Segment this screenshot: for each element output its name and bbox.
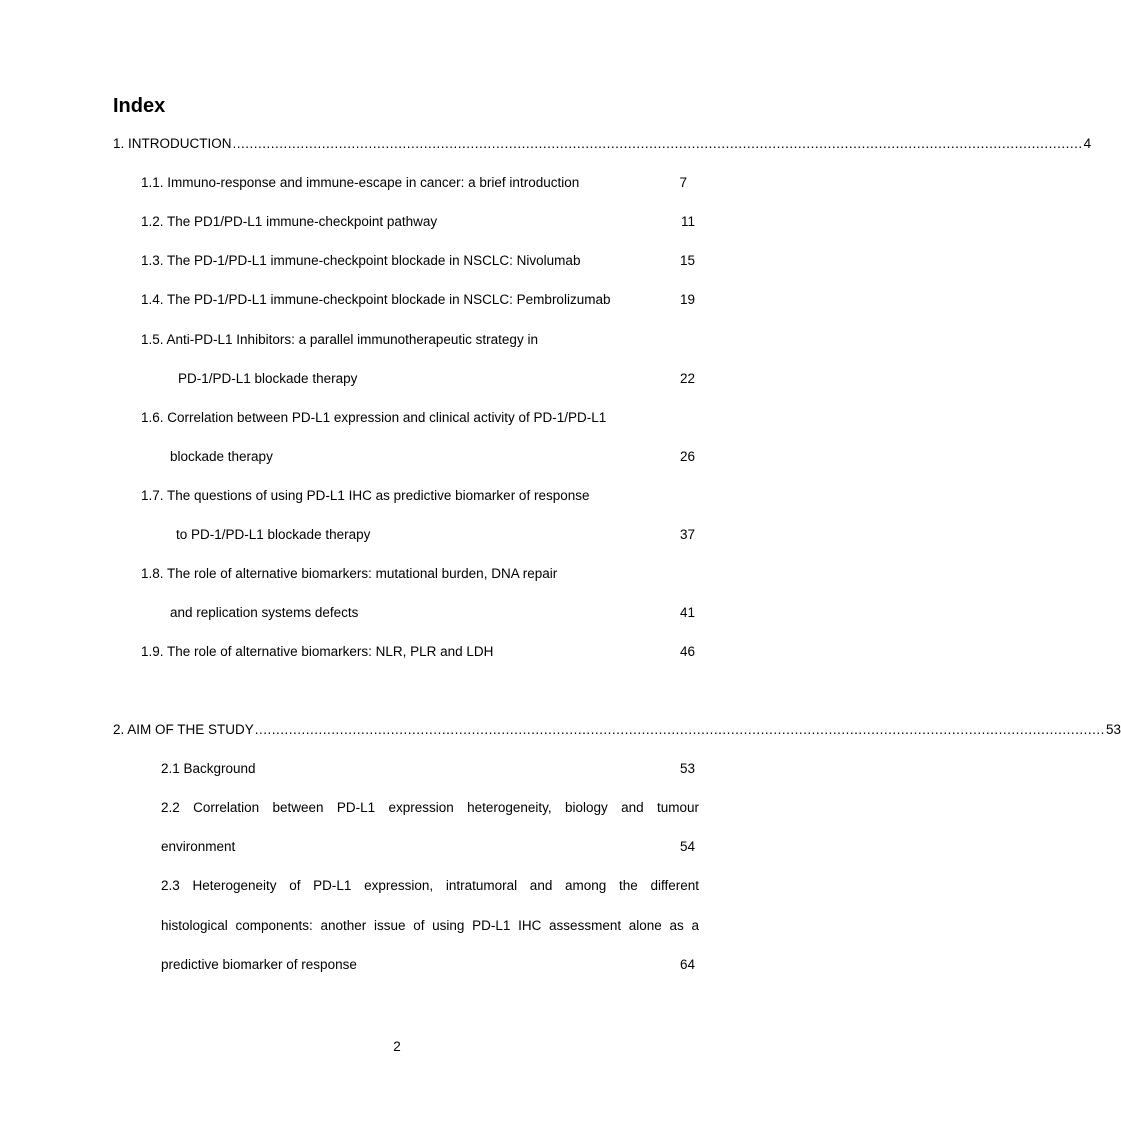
entry-text: 1.1. Immuno-response and immune-escape in cancer: a brief introduction xyxy=(141,175,580,190)
entry-text: 2.1 Background xyxy=(161,761,256,776)
entry-continuation: blockade therapy xyxy=(170,449,273,464)
section-label: 2. AIM OF THE STUDY xyxy=(113,722,254,737)
entry-page: 46 xyxy=(679,644,695,659)
section-page: 4 xyxy=(1083,136,1092,151)
entry-continuation: predictive biomarker of response xyxy=(161,957,357,972)
toc-entry-1-1[interactable] xyxy=(141,174,579,192)
entry-text: 1.3. The PD-1/PD-L1 immune-checkpoint blockade in NSCLC: Nivolumab xyxy=(141,253,581,268)
entry-page: 41 xyxy=(679,605,695,620)
entry-page: 53 xyxy=(679,761,695,776)
entry-text: 1.7. The questions of using PD-L1 IHC as predictive biomarker of response xyxy=(141,488,590,503)
entry-continuation: PD-1/PD-L1 blockade therapy xyxy=(178,371,358,386)
entry-text: 1.6. Correlation between PD-L1 expression and clinical activity of PD-1/PD-L1 xyxy=(141,410,607,425)
entry-continuation: and replication systems defects xyxy=(170,605,359,620)
toc-entry-2-1[interactable] xyxy=(161,760,256,778)
entry-page: 64 xyxy=(679,957,695,972)
entry-text: 1.2. The PD1/PD-L1 immune-checkpoint pathway xyxy=(141,214,438,229)
entry-page: 22 xyxy=(679,371,695,386)
toc-entry-1-3[interactable] xyxy=(141,252,580,270)
toc-section-introduction[interactable] xyxy=(113,135,1092,153)
toc-entry-1-4[interactable] xyxy=(141,291,610,309)
dot-leader: ........................................................................................................................................................................................................ xyxy=(232,136,1083,151)
toc-entry-1-9[interactable] xyxy=(141,643,493,661)
toc-entry-1-2[interactable] xyxy=(141,213,437,231)
section-label: 1. INTRODUCTION xyxy=(113,136,232,151)
entry-text: 1.9. The role of alternative biomarkers: NLR, PLR and LDH xyxy=(141,644,494,659)
entry-page: 15 xyxy=(679,253,695,268)
page-number: 2 xyxy=(393,1039,401,1054)
index-title: Index xyxy=(113,95,166,117)
entry-page: 37 xyxy=(679,527,695,542)
entry-continuation: to PD-1/PD-L1 blockade therapy xyxy=(176,527,371,542)
toc-entry-2-3[interactable]: 2.3 Heterogeneity of PD-L1 expression, intratumoral and among the different xyxy=(161,878,699,893)
entry-page: 54 xyxy=(679,839,695,854)
toc-entry-1-6[interactable] xyxy=(141,409,606,427)
toc-section-aim[interactable] xyxy=(113,721,1121,739)
dot-leader: ........................................................................................................................................................................................................ xyxy=(254,722,1105,737)
toc-entry-1-7[interactable] xyxy=(141,487,589,505)
entry-page: 7 xyxy=(679,175,687,190)
toc-entry-1-8[interactable] xyxy=(141,565,557,583)
entry-text: 1.5. Anti-PD-L1 Inhibitors: a parallel immunotherapeutic strategy in xyxy=(141,332,538,347)
entry-text: 1.8. The role of alternative biomarkers: mutational burden, DNA repair xyxy=(141,566,558,581)
entry-continuation: environment xyxy=(161,839,236,854)
toc-entry-2-2[interactable]: 2.2 Correlation between PD-L1 expression heterogeneity, biology and tumour xyxy=(161,800,699,815)
toc-entry-1-5[interactable] xyxy=(141,331,538,349)
entry-text-line-2: histological components: another issue of using PD-L1 IHC assessment alone as a xyxy=(161,918,699,933)
entry-text: 1.4. The PD-1/PD-L1 immune-checkpoint blockade in NSCLC: Pembrolizumab xyxy=(141,292,611,307)
section-page: 53 xyxy=(1105,722,1121,737)
entry-page: 26 xyxy=(679,449,695,464)
entry-page: 11 xyxy=(680,214,695,229)
entry-page: 19 xyxy=(679,292,695,307)
